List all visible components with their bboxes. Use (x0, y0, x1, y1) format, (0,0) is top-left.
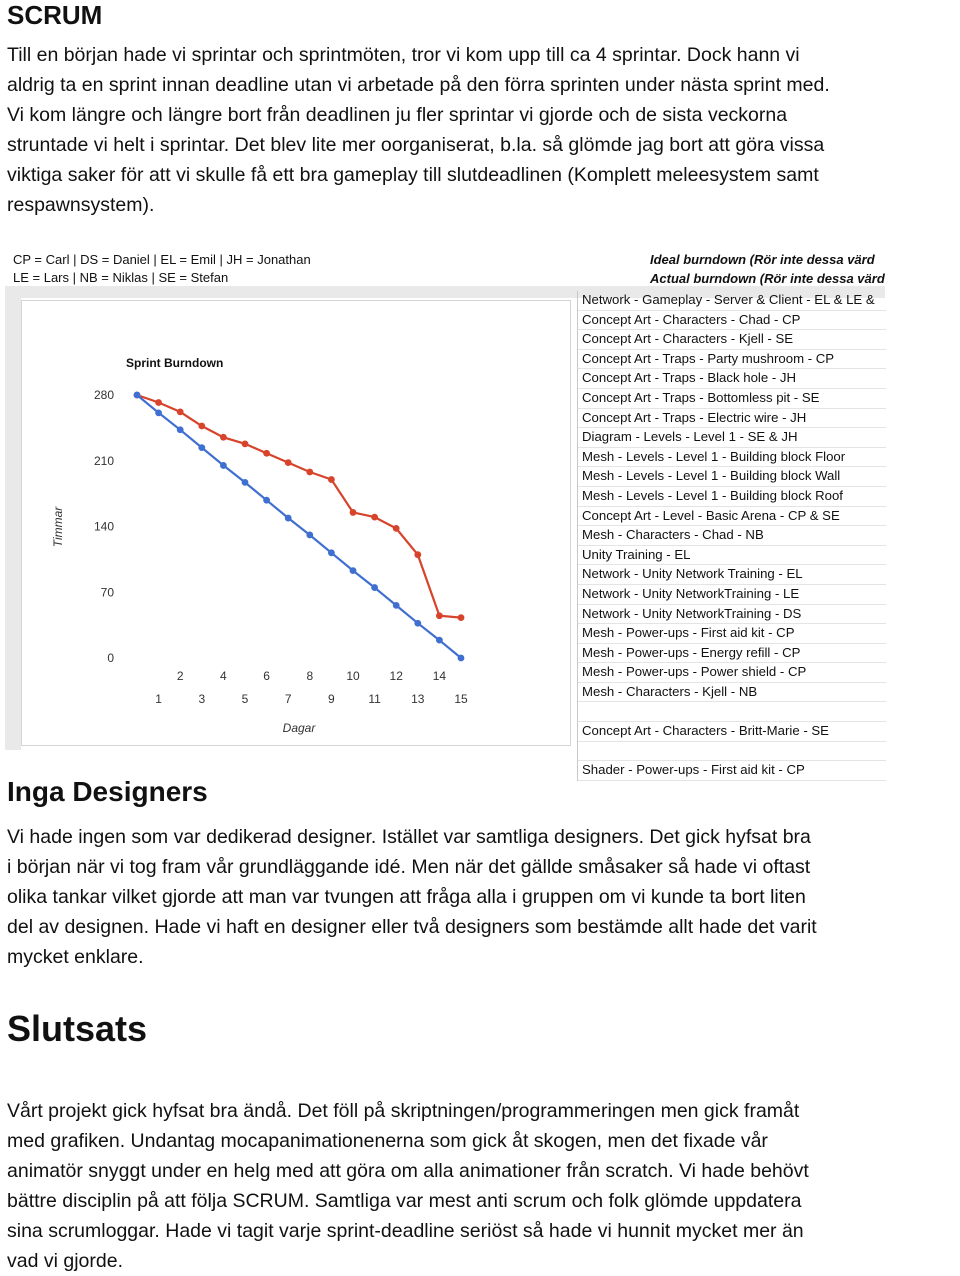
data-point (155, 399, 162, 406)
data-point (458, 614, 465, 621)
chart-title: Sprint Burndown (126, 356, 224, 370)
scrum-line: Vi kom längre och längre bort från deadlinen ju fler sprintar vi gjorde och de sista veckorna (7, 104, 788, 126)
designers-line: mycket enklare. (7, 946, 144, 968)
sheet-row: Mesh - Levels - Level 1 - Building block Wall (578, 467, 886, 487)
data-point (328, 549, 335, 556)
x-tick-label: 9 (328, 692, 335, 706)
conclusion-line: vad vi gjorde. (7, 1250, 123, 1272)
sheet-row: Network - Unity NetworkTraining - DS (578, 605, 886, 625)
sheet-row: Concept Art - Characters - Chad - CP (578, 311, 886, 331)
x-tick-label: 10 (346, 669, 360, 683)
x-tick-label: 13 (411, 692, 425, 706)
x-tick-label: 15 (454, 692, 468, 706)
sheet-row: Concept Art - Characters - Britt-Marie - SE (578, 722, 886, 742)
data-point (134, 392, 141, 399)
y-axis-label: Timmar (51, 506, 65, 548)
x-tick-label: 5 (241, 692, 249, 706)
spreadsheet-screenshot (5, 248, 885, 778)
data-point (414, 551, 421, 558)
sheet-row: Concept Art - Traps - Electric wire - JH (578, 409, 886, 429)
conclusion-heading: Slutsats (7, 1008, 148, 1049)
designers-paragraph (7, 822, 957, 972)
data-point (198, 423, 205, 430)
data-point (306, 469, 313, 476)
sheet-row: Unity Training - EL (578, 546, 886, 566)
data-point (436, 612, 443, 619)
legend-line: LE = Lars | NB = Niklas | SE = Stefan (13, 270, 229, 285)
x-tick-label: 12 (389, 669, 403, 683)
data-point (155, 409, 162, 416)
x-tick-label: 6 (263, 669, 270, 683)
conclusion-line: animatör snyggt under en helg med att göra om alla animationer från scratch. Vi hade behövt (7, 1160, 809, 1182)
sheet-row: Concept Art - Characters - Kjell - SE (578, 330, 886, 350)
sheet-row: Mesh - Characters - Kjell - NB (578, 683, 886, 703)
x-tick-label: 7 (284, 692, 292, 706)
data-point (436, 637, 443, 644)
series-line (137, 395, 461, 658)
data-point (306, 532, 313, 539)
data-point (458, 655, 465, 662)
sheet-row: Mesh - Power-ups - Power shield - CP (578, 663, 886, 683)
conclusion-line: med grafiken. Undantag mocapanimationenerna som gick åt skogen, men det fixade vår (7, 1130, 768, 1152)
scrum-line: Till en början hade vi sprintar och sprintmöten, tror vi kom upp till ca 4 sprintar. Dock hann vi (7, 44, 800, 66)
conclusion-line: bättre disciplin på att följa SCRUM. Samtliga var mest anti scrum och folk glömde uppdatera (7, 1190, 802, 1212)
scrum-line: aldrig ta en sprint innan deadline utan vi arbetade på den förra sprinten under nästa sprint med. (7, 74, 830, 96)
sheet-row: Diagram - Levels - Level 1 - SE & JH (578, 428, 886, 448)
scrum-line: viktiga saker för att vi skulle få ett bra gameplay till slutdeadlinen (Komplett meleesystem samt (7, 164, 819, 186)
sheet-row (578, 742, 886, 762)
data-point (177, 426, 184, 433)
legend-line: CP = Carl | DS = Daniel | EL = Emil | JH = Jonathan (13, 252, 311, 267)
sheet-row: Network - Gameplay - Server & Client - EL & LE & (578, 291, 886, 311)
conclusion-line: sina scrumloggar. Hade vi tagit varje sprint-deadline seriöst så hade vi hunnit mycket mer än (7, 1220, 804, 1242)
designers-line: del av designen. Hade vi haft en designer eller två designers som bestämde allt hade det varit (7, 916, 817, 938)
series-line (137, 395, 461, 618)
x-tick-label: 8 (306, 669, 314, 683)
burndown-chart-svg (22, 301, 570, 745)
x-tick-label: 11 (368, 692, 381, 706)
y-tick-label: 280 (93, 388, 114, 402)
scrum-line: respawnsystem). (7, 194, 155, 216)
x-tick-label: 4 (220, 669, 227, 683)
sheet-row: Concept Art - Traps - Bottomless pit - SE (578, 389, 886, 409)
data-point (198, 444, 205, 451)
sheet-row: Network - Unity NetworkTraining - LE (578, 585, 886, 605)
data-point (371, 584, 378, 591)
x-tick-label: 1 (155, 692, 162, 706)
data-point (220, 462, 227, 469)
conclusion-line: Vårt projekt gick hyfsat bra ändå. Det föll på skriptningen/programmeringen men gick framåt (7, 1100, 800, 1122)
conclusion-paragraph (7, 1096, 957, 1276)
sheet-margin (5, 298, 21, 750)
y-tick-label: 70 (100, 585, 114, 600)
sheet-row: Concept Art - Level - Basic Arena - CP & SE (578, 507, 886, 527)
sheet-row: Mesh - Levels - Level 1 - Building block Roof (578, 487, 886, 507)
scrum-paragraph (7, 40, 957, 220)
x-tick-label: 2 (176, 669, 184, 683)
data-point (263, 450, 270, 457)
sheet-row (578, 702, 886, 722)
data-point (393, 602, 400, 609)
sheet-row: Mesh - Levels - Level 1 - Building block Floor (578, 448, 886, 468)
burndown-chart (21, 300, 571, 746)
data-point (242, 479, 249, 486)
x-axis-label: Dagar (282, 721, 316, 735)
y-tick-label: 0 (107, 651, 114, 665)
y-tick-label: 210 (93, 453, 114, 468)
sheet-row: Concept Art - Traps - Party mushroom - CP (578, 350, 886, 370)
sheet-row: Mesh - Power-ups - Energy refill - CP (578, 644, 886, 664)
data-point (328, 476, 335, 483)
designers-line: i början när vi tog fram vår grundläggande idé. Men när det gällde småsaker så hade vi oftast (7, 856, 811, 878)
sheet-row: Mesh - Power-ups - First aid kit - CP (578, 624, 886, 644)
data-point (414, 620, 421, 627)
sheet-row: Shader - Power-ups - First aid kit - CP (578, 761, 886, 781)
data-point (285, 459, 292, 466)
sheet-row: Network - Unity Network Training - EL (578, 565, 886, 585)
data-point (350, 509, 357, 516)
y-tick-label: 140 (93, 519, 114, 534)
data-point (285, 515, 292, 522)
data-point (177, 409, 184, 416)
data-point (263, 497, 270, 504)
actual-burndown-label: Actual burndown (Rör inte dessa värd (650, 271, 885, 286)
designers-heading: Inga Designers (7, 776, 208, 807)
x-tick-label: 3 (198, 692, 206, 706)
data-point (242, 440, 249, 447)
sheet-row: Mesh - Characters - Chad - NB (578, 526, 886, 546)
data-point (393, 525, 400, 532)
scrum-line: struntade vi helt i sprintar. Det blev lite mer oorganiserat, b.la. så glömde jag bort att göra vissa (7, 134, 825, 156)
scrum-heading: SCRUM (7, 0, 103, 30)
sheet-row: Concept Art - Traps - Black hole - JH (578, 369, 886, 389)
data-point (220, 434, 227, 441)
designers-line: olika tankar vilket gjorde att man var tvungen att fråga alla i gruppen om vi kunde ta bort liten (7, 886, 806, 908)
x-tick-label: 14 (432, 669, 447, 683)
task-list (577, 291, 886, 781)
designers-line: Vi hade ingen som var dedikerad designer. Istället var samtliga designers. Det gick hyfsat bra (7, 826, 811, 848)
data-point (371, 514, 378, 521)
ideal-burndown-label: Ideal burndown (Rör inte dessa värd (650, 252, 875, 267)
data-point (350, 567, 357, 574)
